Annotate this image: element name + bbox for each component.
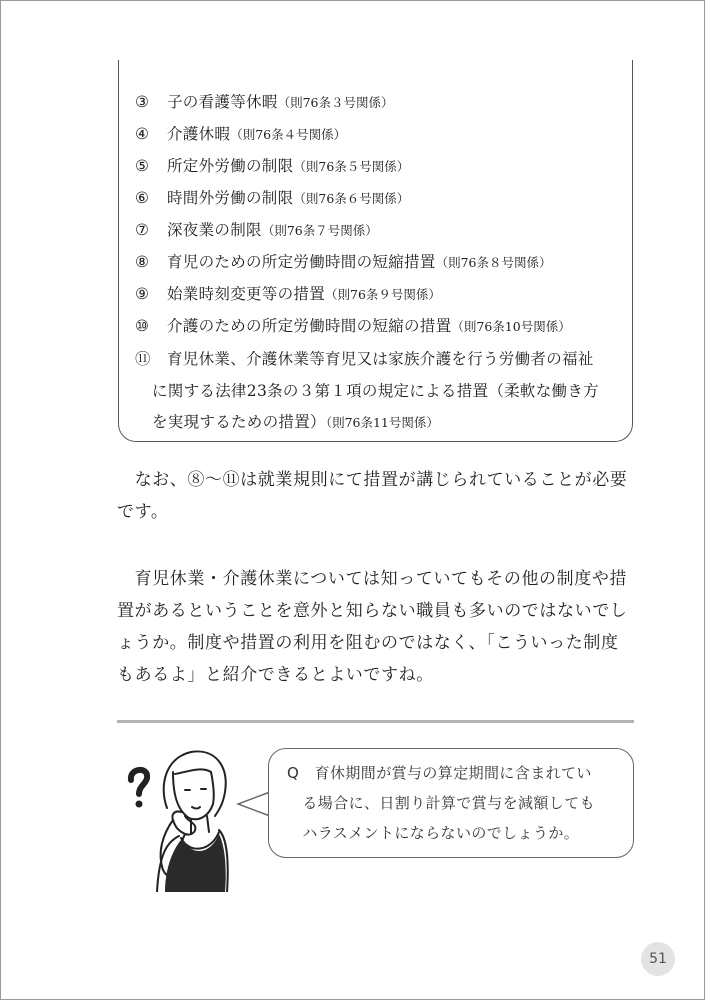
note-paragraph-line: なお、⑧〜⑪は就業規則にて措置が講じられていることが必要 xyxy=(117,470,628,490)
list-item: ⑪ 育児休業、介護休業等育児又は家族介護を行う労働者の福祉 xyxy=(135,350,594,368)
body-paragraph-line: 育児休業・介護休業については知っていてもその他の制度や措 xyxy=(117,569,628,589)
speech-bubble-tail xyxy=(236,790,272,818)
question-line: Q 育休期間が賞与の算定期間に含まれてい xyxy=(287,764,592,782)
question-line: る場合に、日割り計算で賞与を減額しても xyxy=(287,794,596,812)
list-item: ③ 子の看護等休暇（則76条３号関係） xyxy=(135,93,394,111)
thinking-person-icon xyxy=(115,742,235,892)
body-paragraph-line: もあるよ」と紹介できるとよいですね。 xyxy=(117,665,434,685)
list-item: ④ 介護休暇（則76条４号関係） xyxy=(135,125,347,143)
note-paragraph-line: です。 xyxy=(117,502,169,522)
list-item-continuation: に関する法律23条の３第１項の規定による措置（柔軟な働き方 xyxy=(152,382,599,400)
list-item-continuation: を実現するための措置）（則76条11号関係） xyxy=(152,413,439,431)
body-paragraph-line: 置があるということを意外と知らない職員も多いのではないでし xyxy=(117,601,628,621)
list-item: ⑧ 育児のための所定労働時間の短縮措置（則76条８号関係） xyxy=(135,253,552,271)
list-item: ⑩ 介護のための所定労働時間の短縮の措置（則76条10号関係） xyxy=(135,317,571,335)
list-item: ⑦ 深夜業の制限（則76条７号関係） xyxy=(135,221,378,239)
list-item: ⑤ 所定外労働の制限（則76条５号関係） xyxy=(135,157,410,175)
section-divider xyxy=(117,720,634,723)
list-item: ⑨ 始業時刻変更等の措置（則76条９号関係） xyxy=(135,285,441,303)
page-number-badge: 51 xyxy=(641,942,675,976)
question-line: ハラスメントにならないのでしょうか。 xyxy=(287,824,580,842)
list-item: ⑥ 時間外労働の制限（則76条６号関係） xyxy=(135,189,410,207)
body-paragraph-line: ょうか。制度や措置の利用を阻むのではなく、「こういった制度 xyxy=(117,633,619,653)
